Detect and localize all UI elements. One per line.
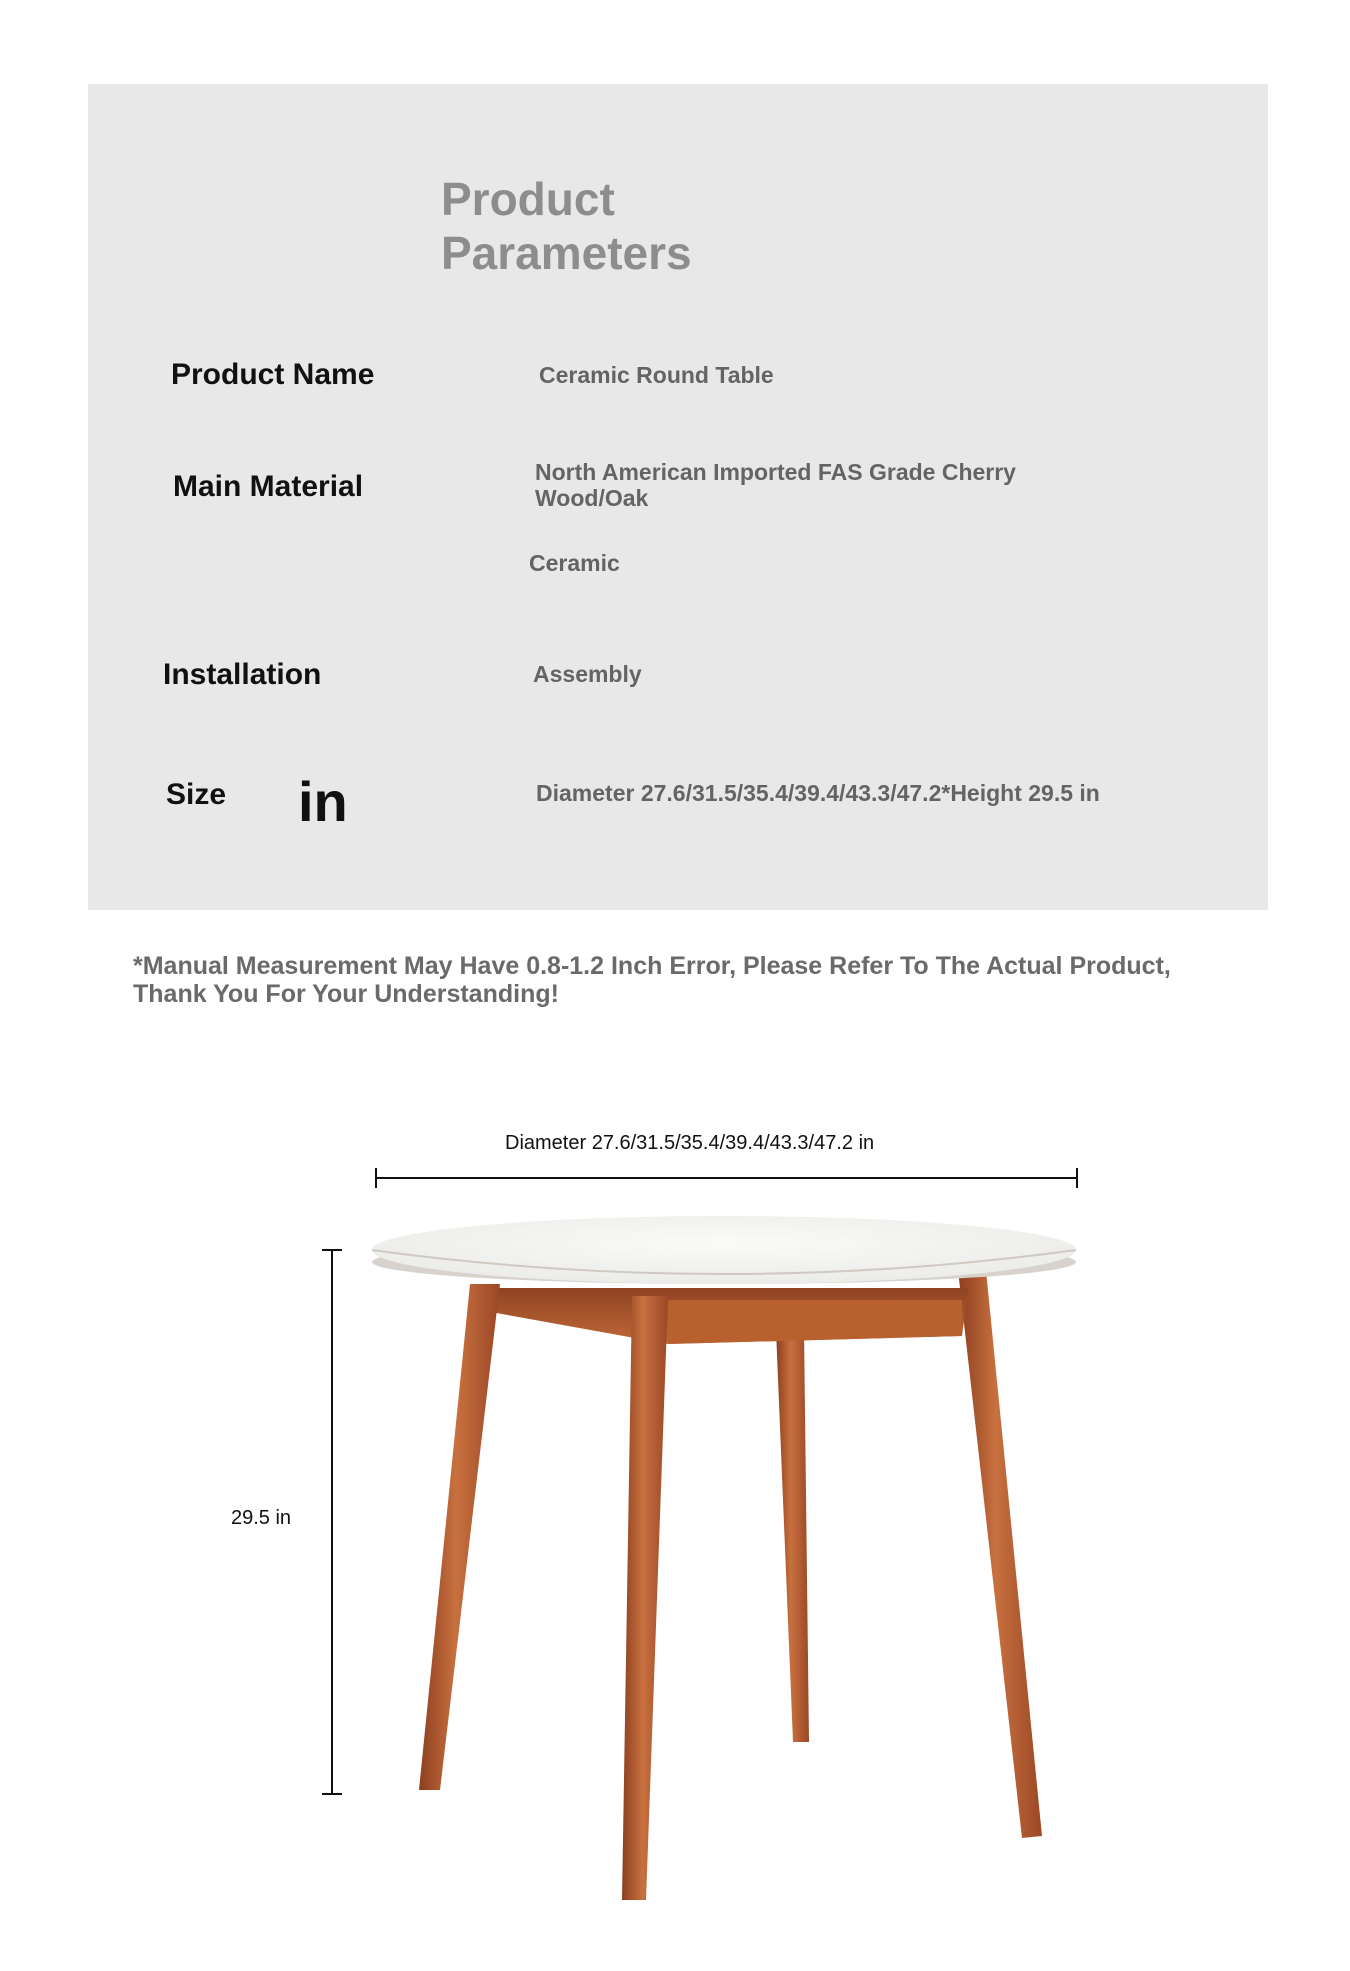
- table-apron: [480, 1288, 968, 1344]
- diameter-label: Diameter 27.6/31.5/35.4/39.4/43.3/47.2 in: [505, 1132, 875, 1154]
- table-front-legs: [419, 1284, 668, 1900]
- installation-value: Assembly: [533, 661, 642, 687]
- diameter-dimension-line: [376, 1168, 1077, 1188]
- size-label: Size: [166, 778, 227, 811]
- title-line-2: Parameters: [441, 227, 692, 279]
- table-back-legs: [776, 1270, 1042, 1838]
- product-name-label: Product Name: [171, 358, 375, 391]
- main-material-value-2: Ceramic: [529, 550, 620, 576]
- measurement-note: *Manual Measurement May Have 0.8-1.2 Inch Error, Please Refer To The Actual Product, Thank You For Your Understanding!: [133, 952, 1171, 1008]
- product-name-value: Ceramic Round Table: [539, 362, 774, 388]
- installation-label: Installation: [163, 658, 322, 691]
- title-line-1: Product: [441, 173, 615, 225]
- height-label: 29.5 in: [231, 1507, 292, 1529]
- main-material-value: North American Imported FAS Grade Cherry Wood/Oak: [535, 459, 1016, 511]
- ceramic-tabletop: [372, 1216, 1076, 1284]
- main-material-label: Main Material: [173, 470, 364, 503]
- size-value: Diameter 27.6/31.5/35.4/39.4/43.3/47.2*Height 29.5 in: [536, 780, 1100, 806]
- height-dimension-line: [322, 1250, 342, 1794]
- size-unit: in: [298, 770, 348, 833]
